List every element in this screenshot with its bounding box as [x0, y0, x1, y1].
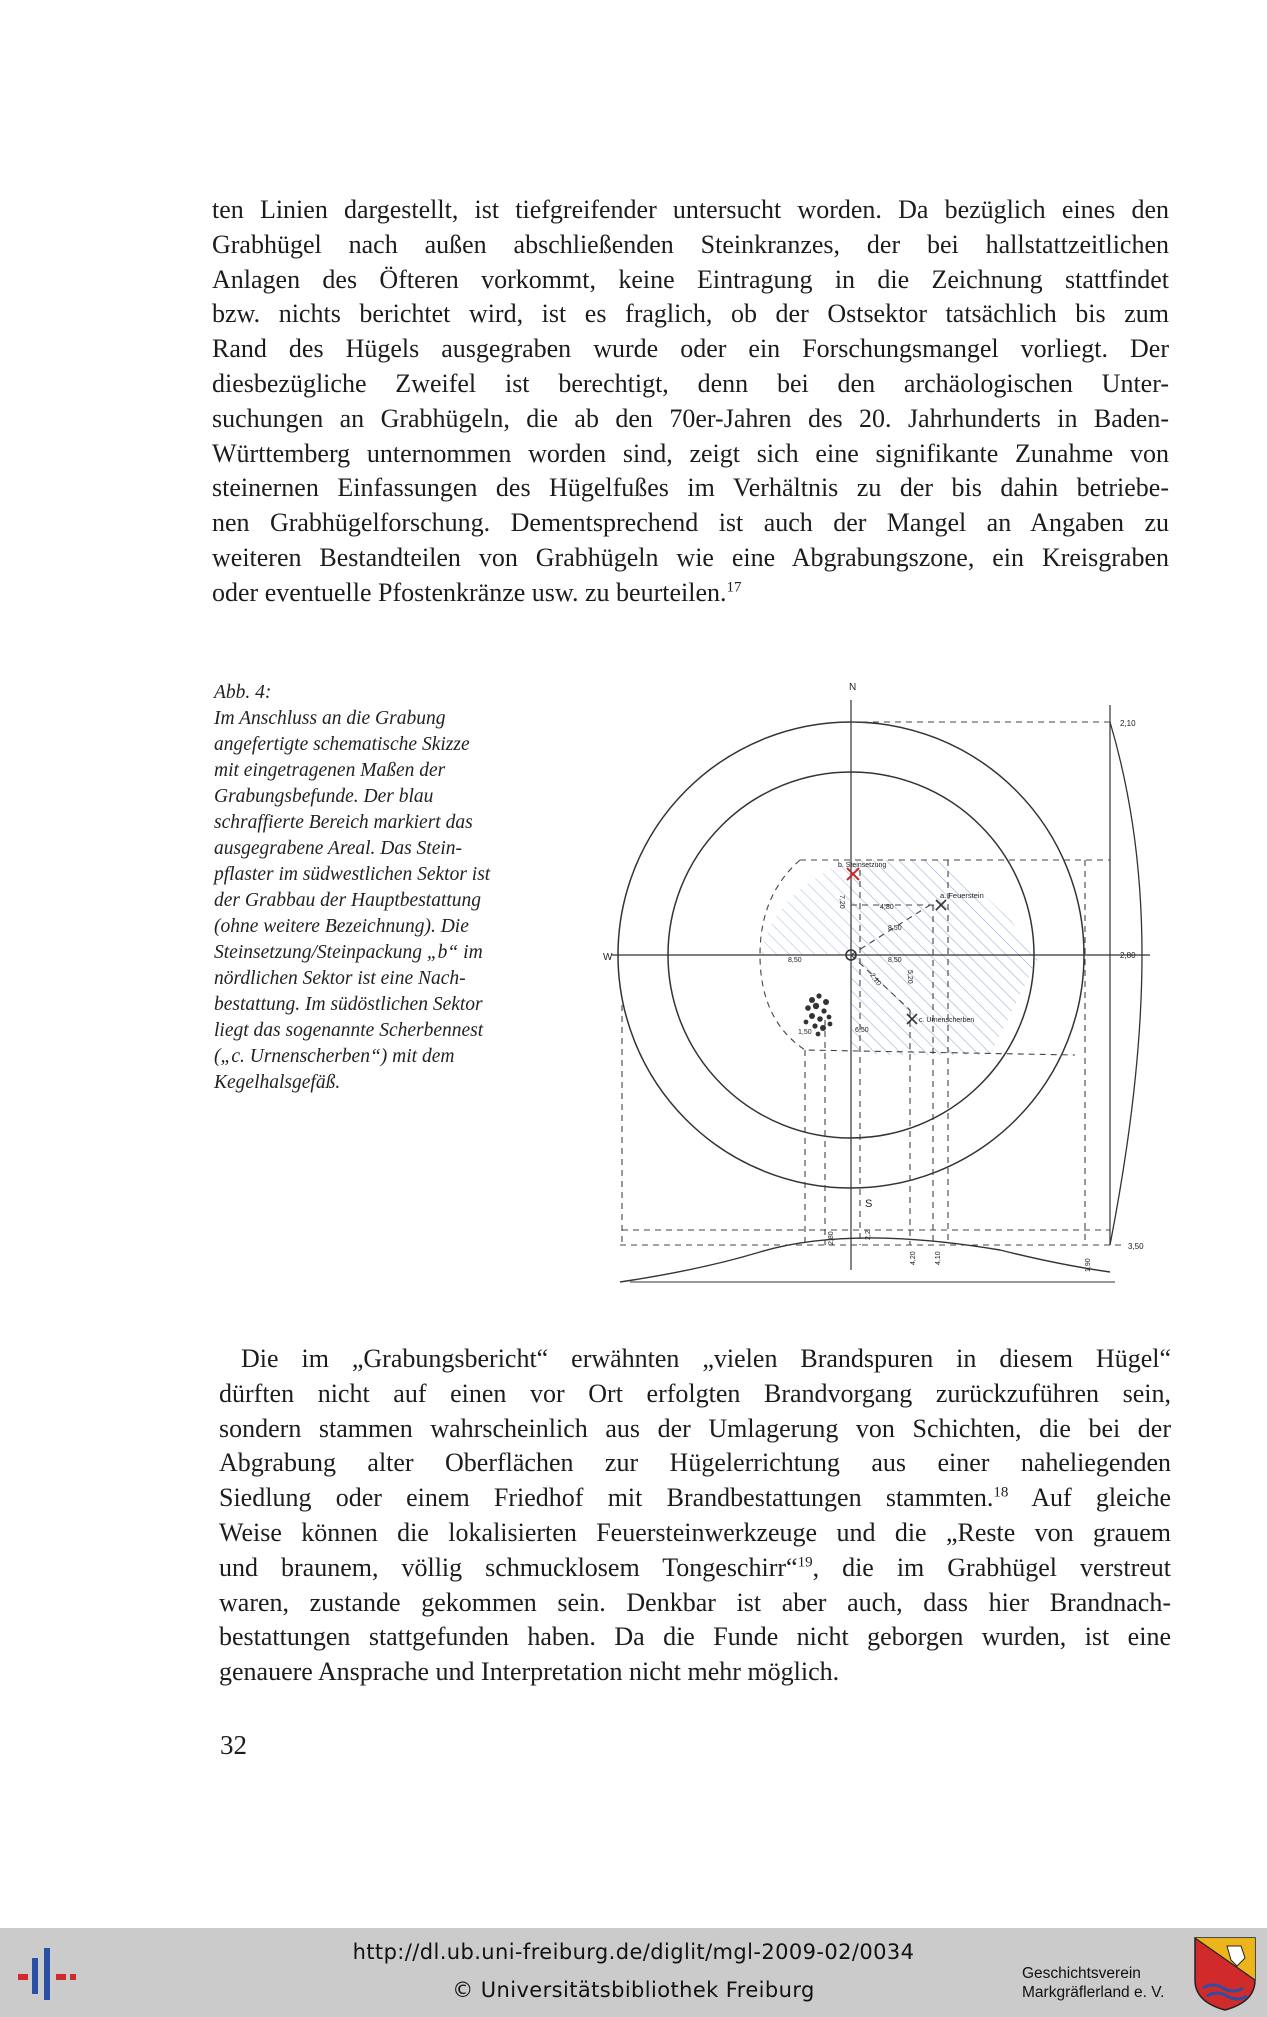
figure-caption: [214, 680, 544, 1096]
excavation-sketch: [600, 675, 1170, 1290]
profile-measure: 2,2: [865, 1230, 872, 1240]
text-line: ten Linien dargestellt, ist tiefgreifender untersucht worden. Da bezüglich eines den: [212, 195, 1169, 224]
caption-line: bestattung. Im südöstlichen Sektor: [214, 994, 483, 1015]
society-name-line: Geschichtsverein: [1022, 1965, 1141, 1982]
side-profile-curve: [1110, 722, 1142, 1245]
text-line: [219, 1481, 1171, 1516]
measure-diagonal-c: 2,10: [868, 972, 882, 988]
measure-southwest-2: 1,50: [798, 1029, 812, 1036]
measure-left: 8,50: [788, 957, 802, 964]
label-south: S: [865, 1198, 873, 1210]
text-line: Rand des Hügels ausgegraben wurde oder ein Forschungsmangel vorliegt. Der: [212, 334, 1169, 364]
caption-line: nördlichen Sektor ist eine Nach-: [214, 968, 466, 989]
text-line: nen Grabhügelforschung. Dementsprechend ist auch der Mangel an Angaben zu: [212, 508, 1169, 538]
label-north: N: [849, 682, 857, 693]
text-line: diesbezügliche Zweifel ist berechtigt, denn bei den archäologischen Unter-: [212, 368, 1169, 398]
caption-line: schraffierte Bereich markiert das: [214, 812, 473, 833]
text-line: bzw. nichts berichtet wird, ist es fraglich, ob der Ostsektor tatsächlich bis zum: [212, 299, 1169, 329]
text-line-content: oder eventuelle Pfostenkränze usw. zu beurteilen.: [212, 577, 727, 607]
measure-diag-a: 8,50: [888, 925, 902, 932]
excavated-area-hatching: [851, 860, 1040, 1055]
caption-line: liegt das sogenannte Scherbennest: [214, 1020, 484, 1041]
measure-bottom-right: 3,50: [1128, 1242, 1144, 1251]
page-number: 32: [220, 1730, 247, 1760]
measure-vertical-c: 5,20: [906, 970, 913, 984]
excavated-area-hatching: [760, 860, 851, 955]
profile-measure: 2,80: [828, 1231, 835, 1245]
measure-top-right: 2,10: [1120, 719, 1136, 728]
society-name: [1022, 1964, 1164, 2002]
caption-line: ausgegrabene Areal. Das Stein-: [214, 838, 463, 859]
text-line: genauere Ansprache und Interpretation nicht mehr möglich.: [219, 1657, 840, 1687]
footnote-ref: 17: [726, 579, 742, 596]
measure-southwest: 6,50: [855, 1027, 869, 1034]
text-line: Grabhügel nach außen abschließenden Steinkranzes, der bei hallstattzeitlichen: [212, 229, 1169, 259]
footer-url-link[interactable]: http://dl.ub.uni-freiburg.de/diglit/mgl-2009-02/0034: [352, 1940, 915, 1964]
text-line-content: Siedlung oder einem Friedhof mit Brandbestattungen stammten.: [219, 1483, 994, 1513]
text-line: weiteren Bestandteilen von Grabhügeln wie eine Abgrabungszone, ein Kreisgraben: [212, 542, 1169, 572]
caption-line: Abb. 4:: [214, 682, 272, 703]
measure-center-right: 8,50: [888, 957, 902, 964]
text-line: [212, 576, 1169, 611]
caption-line: Grabungsbefunde. Der blau: [214, 786, 434, 807]
text-line: bestattungen stattgefunden haben. Da die Funde nicht geborgen wurden, ist eine: [219, 1622, 1171, 1652]
footnote-ref: 18: [993, 1484, 1009, 1501]
text-line: steinernen Einfassungen des Hügelfußes im Verhältnis zu der bis dahin betriebe-: [212, 473, 1169, 503]
footer-copyright: © Universitätsbibliothek Freiburg: [452, 1978, 815, 2002]
society-name-line: Markgräflerland e. V.: [1022, 1984, 1165, 2001]
caption-line: pflaster im südwestlichen Sektor ist: [214, 864, 491, 885]
caption-line: Im Anschluss an die Grabung: [214, 708, 446, 729]
caption-line: Steinsetzung/Steinpackung „b“ im: [214, 942, 483, 963]
label-urnenscherben: c. Urnenscherben: [919, 1017, 975, 1024]
coat-of-arms-icon: [1193, 1936, 1257, 2012]
caption-line: („c. Urnenscherben“) mit dem: [214, 1046, 455, 1067]
body-paragraph-top: [212, 193, 1169, 611]
text-line-tail: Auf gleiche: [1008, 1483, 1171, 1513]
label-feuerstein: a. Feuerstein: [940, 891, 984, 900]
caption-line: (ohne weitere Bezeichnung). Die: [214, 916, 469, 937]
text-line: Weise können die lokalisierten Feuersteinwerkzeuge und die „Reste von grauem: [219, 1517, 1171, 1547]
caption-line: mit eingetragenen Maßen der: [214, 760, 446, 781]
body-paragraph-bottom: [219, 1342, 1171, 1690]
profile-measure: 1,90: [1085, 1258, 1092, 1272]
footnote-ref: 19: [797, 1554, 813, 1571]
text-line: suchungen an Grabhügeln, die ab den 70er-Jahren des 20. Jahrhunderts in Baden-: [212, 403, 1169, 433]
profile-measure: 4,10: [935, 1251, 942, 1265]
text-line: Die im „Grabungsbericht“ erwähnten „vielen Brandspuren in diesem Hügel“: [241, 1344, 1171, 1373]
measure-mid-right: 2,80: [1120, 951, 1136, 960]
text-line-content: und braunem, völlig schmucklosem Tongeschirr“: [219, 1552, 798, 1582]
measure-vertical-b: 7,20: [838, 895, 845, 909]
measure-ab: 4,80: [880, 904, 894, 911]
text-line: waren, zustande gekommen sein. Denkbar ist aber auch, dass hier Brandnach-: [219, 1587, 1171, 1617]
text-line: [219, 1551, 1171, 1586]
text-line: Württemberg unternommen worden sind, zeigt sich eine signifikante Zunahme von: [212, 438, 1169, 468]
text-line: sondern stammen wahrscheinlich aus der Umlagerung von Schichten, die bei der: [219, 1413, 1171, 1443]
label-steinsetzung: b. Steinsetzung: [838, 862, 887, 869]
text-line: dürften nicht auf einen vor Ort erfolgten Brandvorgang zurückzuführen sein,: [219, 1378, 1171, 1408]
caption-line: der Grabbau der Hauptbestattung: [214, 890, 482, 911]
text-line-tail: , die im Grabhügel verstreut: [812, 1552, 1171, 1582]
caption-line: angefertigte schematische Skizze: [214, 734, 470, 755]
caption-line: Kegelhalsgefäß.: [214, 1072, 341, 1093]
label-west: W: [603, 952, 613, 963]
text-line: Abgrabung alter Oberflächen zur Hügelerrichtung aus einer naheliegenden: [219, 1448, 1171, 1478]
text-line: Anlagen des Öfteren vorkommt, keine Eintragung in die Zeichnung stattfindet: [212, 264, 1169, 294]
footer-bar: [0, 1928, 1267, 2017]
profile-measure: 4,20: [910, 1251, 917, 1265]
